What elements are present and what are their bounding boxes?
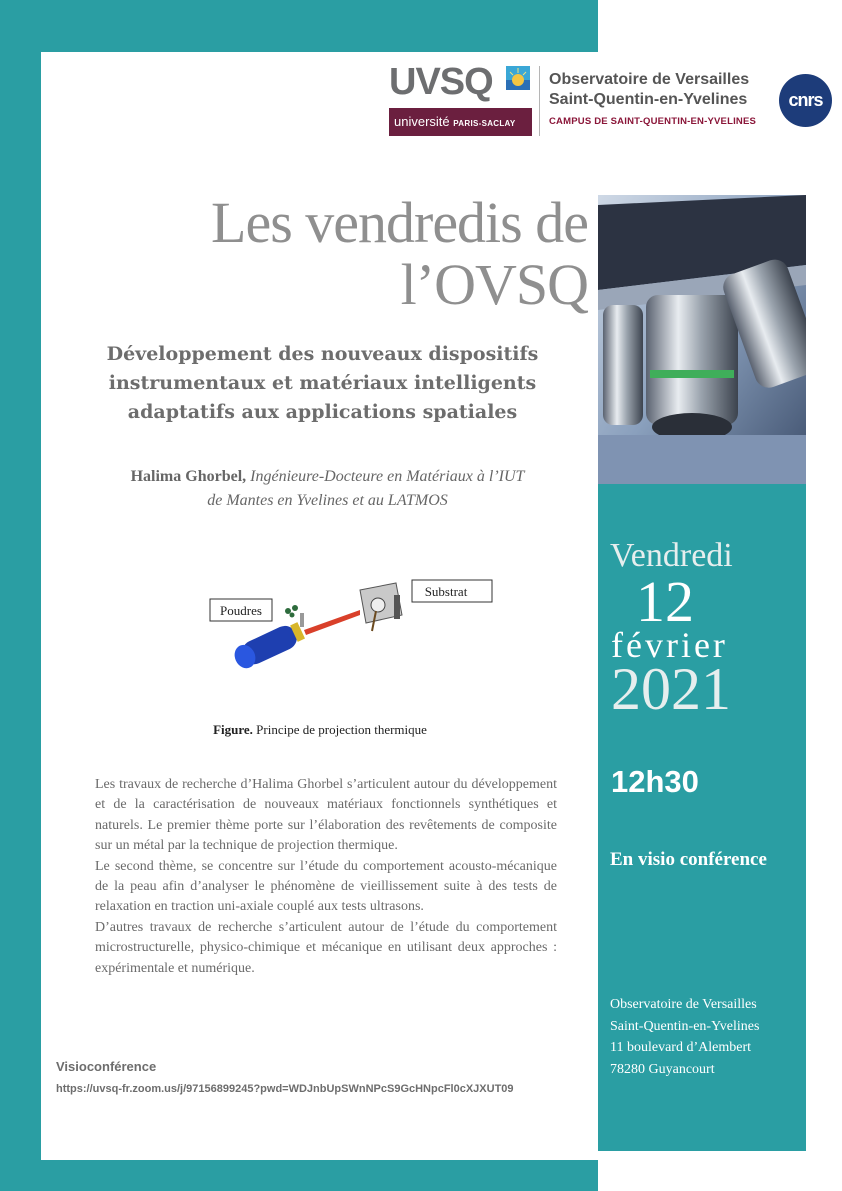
microscope-image xyxy=(598,195,806,484)
substrate-holder xyxy=(360,583,402,631)
speaker-info xyxy=(100,465,555,513)
venue-address xyxy=(610,994,759,1080)
event-day: Vendredi xyxy=(610,537,733,574)
speaker-role-line1: Ingénieure-Docteure en Matériaux à l’IUT xyxy=(250,468,525,485)
osu-name-line2: Saint-Quentin-en-Yvelines xyxy=(549,91,748,108)
abstract-paragraph-3: D’autres travaux de recherche s’articulent autour de l’étude du comportement microstructurelle, physico-chimique et mécanique en utilisant deux approches : expérimentale et numérique. xyxy=(95,919,557,976)
address-line3: 11 boulevard d’Alembert xyxy=(610,1040,751,1055)
event-year: 2021 xyxy=(611,656,731,722)
talk-title-line2: instrumentaux et matériaux intelligents xyxy=(108,372,537,394)
osu-logo xyxy=(549,70,779,127)
series-title xyxy=(150,192,588,316)
address-line2: Saint-Quentin-en-Yvelines xyxy=(610,1018,760,1034)
universite-paris-saclay-banner xyxy=(389,108,532,136)
address-line4: 78280 Guyancourt xyxy=(610,1061,715,1077)
figure-caption-text: Principe de projection thermique xyxy=(252,722,427,737)
talk-title-line1: Développement des nouveaux dispositifs xyxy=(106,343,539,365)
abstract-paragraph-2: Le second thème, se concentre sur l’étude du comportement acousto-mécanique de la peau afin d’analyser le phénomène de vieillissement suite à des tests de relaxation en traction uni-axiale couplé aux tests ultrasons. xyxy=(95,858,557,915)
event-month: février xyxy=(611,625,728,665)
series-title-line1: Les vendredis de xyxy=(211,190,588,255)
abstract-paragraph-1: Les travaux de recherche d’Halima Ghorbel s’articulent autour du développement et de la caractérisation de nouveaux matériaux fonctionnels synthétiques et naturels. Le premier thème porte sur l’élaboration des revêtements de composite sur un métal par la technique de projection thermique. xyxy=(95,777,557,854)
projection-diagram xyxy=(200,575,500,675)
talk-title-line3: adaptatifs aux applications spatiales xyxy=(127,401,518,423)
series-title-line2: l’OVSQ xyxy=(400,252,588,317)
microscope-photo xyxy=(598,195,806,484)
poudres-label: Poudres xyxy=(220,603,262,618)
uvsq-wordmark: UVSQ xyxy=(389,61,493,103)
paris-saclay-label: PARIS-SACLAY xyxy=(453,119,516,128)
substrat-label: Substrat xyxy=(424,584,468,599)
event-time: 12h30 xyxy=(611,764,699,799)
event-mode: En visio conférence xyxy=(610,849,767,870)
zoom-link[interactable]: https://uvsq-fr.zoom.us/j/97156899245?pwd=WDJnbUpSWnNPcS9GcHNpcFl0cXJXUT09 xyxy=(56,1083,514,1095)
uvsq-logo xyxy=(389,62,534,138)
sun-icon xyxy=(506,66,530,90)
abstract xyxy=(95,775,557,979)
address-line1: Observatoire de Versailles xyxy=(610,997,757,1012)
event-date-number: 12 xyxy=(636,569,694,634)
figure-caption xyxy=(110,722,530,738)
spray-gun xyxy=(231,619,306,671)
header-divider xyxy=(539,66,540,136)
visio-heading: Visioconférence xyxy=(56,1059,157,1074)
speaker-role-line2: de Mantes en Yvelines et au LATMOS xyxy=(207,492,448,509)
figure-caption-label: Figure. xyxy=(213,722,253,737)
thermal-projection-figure xyxy=(200,575,500,675)
cnrs-logo: cnrs xyxy=(779,74,832,127)
universite-label: université xyxy=(394,114,450,129)
talk-title xyxy=(60,340,585,427)
speaker-name: Halima Ghorbel, xyxy=(130,468,247,485)
osu-name-line1: Observatoire de Versailles xyxy=(549,71,750,88)
osu-campus: CAMPUS DE SAINT-QUENTIN-EN-YVELINES xyxy=(549,116,757,127)
